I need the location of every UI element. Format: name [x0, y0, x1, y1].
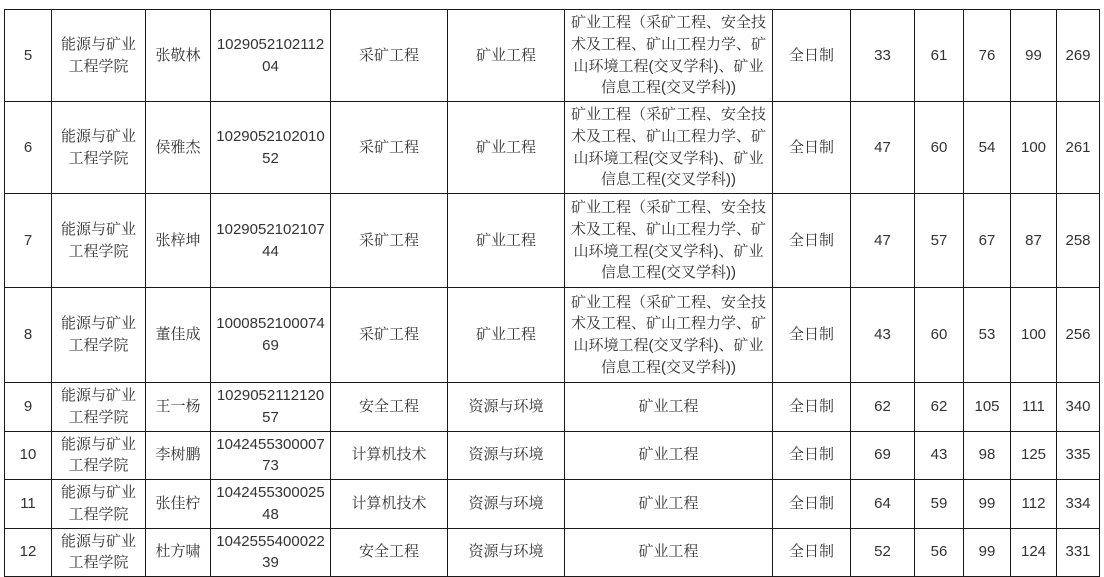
score-4: 125 [1011, 431, 1057, 480]
score-2: 60 [915, 102, 964, 194]
study-mode: 全日制 [773, 480, 851, 529]
candidate-id: 102905210201052 [211, 102, 331, 194]
table-row [5, 528, 1100, 577]
score-2: 62 [915, 383, 964, 432]
candidate-id: 104245530000773 [211, 431, 331, 480]
major: 采矿工程 [331, 102, 448, 194]
study-mode: 全日制 [773, 288, 851, 383]
research-direction: 矿业工程（采矿工程、安全技术及工程、矿山工程力学、矿山环境工程(交叉学科)、矿业信息工程(交叉学科)) [565, 102, 773, 194]
row-number: 5 [5, 10, 52, 102]
college: 能源与矿业工程学院 [52, 10, 146, 102]
score-3: 98 [964, 431, 1011, 480]
candidate-id: 102905211212057 [211, 383, 331, 432]
research-direction: 矿业工程 [565, 480, 773, 529]
college: 能源与矿业工程学院 [52, 102, 146, 194]
table-row [5, 431, 1100, 480]
score-2: 56 [915, 528, 964, 577]
row-number: 10 [5, 431, 52, 480]
table-row [5, 10, 1100, 102]
study-mode: 全日制 [773, 10, 851, 102]
score-3: 54 [964, 102, 1011, 194]
total-score: 261 [1057, 102, 1100, 194]
research-direction: 矿业工程 [565, 383, 773, 432]
score-3: 67 [964, 194, 1011, 288]
discipline: 矿业工程 [448, 10, 565, 102]
row-number: 12 [5, 528, 52, 577]
major: 安全工程 [331, 528, 448, 577]
major: 采矿工程 [331, 10, 448, 102]
major: 采矿工程 [331, 288, 448, 383]
major: 安全工程 [331, 383, 448, 432]
candidate-name: 张梓坤 [146, 194, 211, 288]
research-direction: 矿业工程 [565, 431, 773, 480]
total-score: 335 [1057, 431, 1100, 480]
row-number: 9 [5, 383, 52, 432]
college: 能源与矿业工程学院 [52, 194, 146, 288]
table-row [5, 194, 1100, 288]
table-row [5, 480, 1100, 529]
study-mode: 全日制 [773, 194, 851, 288]
admission-score-table [4, 9, 1100, 577]
table-row [5, 383, 1100, 432]
score-1: 52 [851, 528, 915, 577]
score-4: 100 [1011, 102, 1057, 194]
score-3: 99 [964, 528, 1011, 577]
research-direction: 矿业工程（采矿工程、安全技术及工程、矿山工程力学、矿山环境工程(交叉学科)、矿业信息工程(交叉学科)) [565, 10, 773, 102]
study-mode: 全日制 [773, 528, 851, 577]
table-body [5, 10, 1100, 577]
major: 计算机技术 [331, 431, 448, 480]
score-1: 43 [851, 288, 915, 383]
discipline: 矿业工程 [448, 194, 565, 288]
score-1: 47 [851, 102, 915, 194]
total-score: 340 [1057, 383, 1100, 432]
score-2: 57 [915, 194, 964, 288]
score-3: 105 [964, 383, 1011, 432]
score-3: 76 [964, 10, 1011, 102]
study-mode: 全日制 [773, 431, 851, 480]
research-direction: 矿业工程 [565, 528, 773, 577]
total-score: 258 [1057, 194, 1100, 288]
score-2: 61 [915, 10, 964, 102]
score-1: 33 [851, 10, 915, 102]
table-row [5, 288, 1100, 383]
score-4: 99 [1011, 10, 1057, 102]
college: 能源与矿业工程学院 [52, 383, 146, 432]
candidate-id: 102905210211204 [211, 10, 331, 102]
score-2: 43 [915, 431, 964, 480]
candidate-name: 杜方啸 [146, 528, 211, 577]
row-number: 6 [5, 102, 52, 194]
total-score: 269 [1057, 10, 1100, 102]
score-1: 64 [851, 480, 915, 529]
discipline: 资源与环境 [448, 480, 565, 529]
row-number: 7 [5, 194, 52, 288]
row-number: 8 [5, 288, 52, 383]
candidate-id: 104245530002548 [211, 480, 331, 529]
score-1: 62 [851, 383, 915, 432]
score-3: 99 [964, 480, 1011, 529]
discipline: 资源与环境 [448, 431, 565, 480]
discipline: 矿业工程 [448, 102, 565, 194]
score-4: 111 [1011, 383, 1057, 432]
major: 计算机技术 [331, 480, 448, 529]
candidate-id: 100085210007469 [211, 288, 331, 383]
candidate-name: 张敬林 [146, 10, 211, 102]
page [0, 9, 1104, 572]
major: 采矿工程 [331, 194, 448, 288]
score-4: 87 [1011, 194, 1057, 288]
table-row [5, 102, 1100, 194]
score-4: 100 [1011, 288, 1057, 383]
total-score: 331 [1057, 528, 1100, 577]
college: 能源与矿业工程学院 [52, 480, 146, 529]
score-4: 124 [1011, 528, 1057, 577]
score-3: 53 [964, 288, 1011, 383]
candidate-name: 侯雅杰 [146, 102, 211, 194]
discipline: 资源与环境 [448, 383, 565, 432]
total-score: 334 [1057, 480, 1100, 529]
discipline: 资源与环境 [448, 528, 565, 577]
score-2: 60 [915, 288, 964, 383]
score-1: 47 [851, 194, 915, 288]
research-direction: 矿业工程（采矿工程、安全技术及工程、矿山工程力学、矿山环境工程(交叉学科)、矿业信息工程(交叉学科)) [565, 288, 773, 383]
candidate-name: 李树鹏 [146, 431, 211, 480]
candidate-name: 董佳成 [146, 288, 211, 383]
candidate-name: 张佳柠 [146, 480, 211, 529]
score-2: 59 [915, 480, 964, 529]
college: 能源与矿业工程学院 [52, 288, 146, 383]
discipline: 矿业工程 [448, 288, 565, 383]
candidate-id: 104255540002239 [211, 528, 331, 577]
college: 能源与矿业工程学院 [52, 528, 146, 577]
college: 能源与矿业工程学院 [52, 431, 146, 480]
study-mode: 全日制 [773, 102, 851, 194]
score-1: 69 [851, 431, 915, 480]
candidate-id: 102905210210744 [211, 194, 331, 288]
research-direction: 矿业工程（采矿工程、安全技术及工程、矿山工程力学、矿山环境工程(交叉学科)、矿业信息工程(交叉学科)) [565, 194, 773, 288]
row-number: 11 [5, 480, 52, 529]
score-4: 112 [1011, 480, 1057, 529]
study-mode: 全日制 [773, 383, 851, 432]
candidate-name: 王一杨 [146, 383, 211, 432]
total-score: 256 [1057, 288, 1100, 383]
